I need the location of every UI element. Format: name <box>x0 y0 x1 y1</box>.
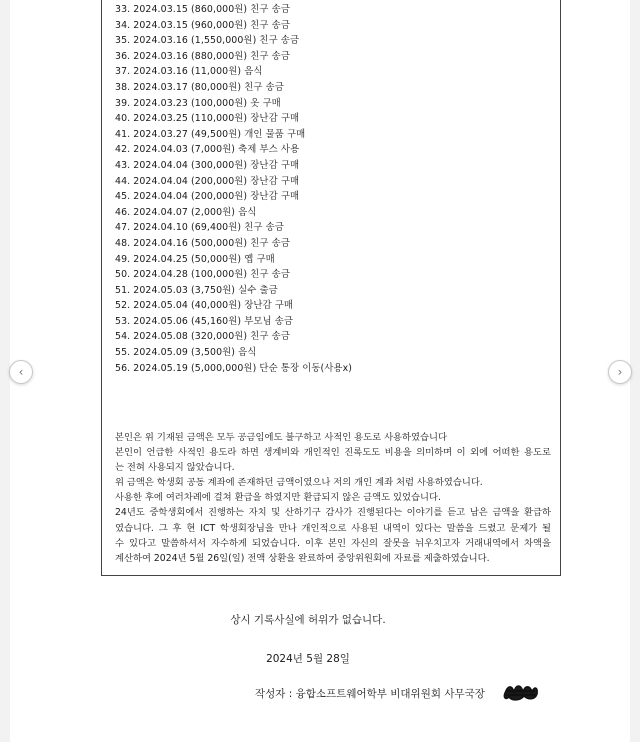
chevron-right-icon: › <box>617 365 623 379</box>
transaction-list <box>115 2 352 376</box>
list-item: 38. 2024.03.17 (80,000원) 친구 송금 <box>115 81 284 93</box>
next-page-button[interactable] <box>608 360 632 384</box>
list-item: 35. 2024.03.16 (1,550,000원) 친구 송금 <box>115 35 300 47</box>
list-item: 50. 2024.04.28 (100,000원) 친구 송금 <box>115 269 290 281</box>
list-item: 48. 2024.04.16 (500,000원) 친구 송금 <box>115 237 290 249</box>
list-item: 54. 2024.05.08 (320,000원) 친구 송금 <box>115 331 290 343</box>
list-item: 40. 2024.03.25 (110,000원) 장난감 구매 <box>115 113 300 125</box>
list-item: 49. 2024.04.25 (50,000원) 옙 구매 <box>115 253 275 265</box>
paragraph-line: 는 전혀 사용되지 않았습니다. <box>115 462 235 474</box>
list-item: 39. 2024.03.23 (100,000원) 옷 구매 <box>115 97 281 109</box>
list-item: 55. 2024.05.09 (3,500원) 음식 <box>115 347 257 359</box>
list-item: 33. 2024.03.15 (860,000원) 친구 송금 <box>115 4 290 15</box>
list-item: 34. 2024.03.15 (960,000원) 친구 송금 <box>115 19 290 31</box>
list-item: 44. 2024.04.04 (200,000원) 장난감 구매 <box>115 175 300 187</box>
list-item: 46. 2024.04.07 (2,000원) 음식 <box>115 206 257 218</box>
list-item: 36. 2024.03.16 (880,000원) 친구 송금 <box>115 50 290 62</box>
list-item: 56. 2024.05.19 (5,000,000원) 단순 통장 이동(사용x) <box>115 362 352 374</box>
previous-page-button[interactable] <box>9 360 33 384</box>
author-line: 작성자 : 융합소프트웨어학부 비대위원회 사무국장 <box>255 688 485 700</box>
list-item: 51. 2024.05.03 (3,750원) 실수 출금 <box>115 284 278 296</box>
paragraph-line: 계산하여 2024년 5월 26일(일) 전액 상환을 완료하여 중앙위원회에 자료를 제출하였습니다. <box>115 552 490 564</box>
list-item: 43. 2024.04.04 (300,000원) 장난감 구매 <box>115 159 300 171</box>
paragraph-line: 본인이 언급한 사적인 용도라 하면 생계비와 개인적인 진록도도 비용을 의미하며 이 외에 어떠한 용도로 <box>115 447 551 459</box>
confession-paragraph <box>115 430 551 566</box>
paragraph-line: 24년도 중학생회에서 진행하는 자치 및 산하기구 감사가 진행된다는 이야기를 듣고 남은 금액을 환급하 <box>115 507 551 519</box>
list-item: 47. 2024.04.10 (69,400원) 친구 송금 <box>115 222 284 234</box>
paragraph-line: 사용한 후에 여러차례에 걸쳐 환급을 하였지만 환급되지 않은 금액도 있었습니다. <box>115 492 441 504</box>
chevron-left-icon: ‹ <box>18 365 24 379</box>
list-item: 53. 2024.05.06 (45,160원) 부모님 송금 <box>115 315 294 327</box>
document-page <box>10 0 630 742</box>
paragraph-line: 위 금액은 학생회 공동 계좌에 존재하던 금액이였으나 저의 개인 계좌 처럼 사용하였습니다. <box>115 477 483 489</box>
list-item: 41. 2024.03.27 (49,500원) 개인 물품 구매 <box>115 128 306 140</box>
signing-date: 2024년 5월 28일 <box>266 653 350 665</box>
list-item: 45. 2024.04.04 (200,000원) 장난감 구매 <box>115 191 300 203</box>
list-item: 37. 2024.03.16 (11,000원) 음식 <box>115 66 263 78</box>
statement-box <box>101 0 561 576</box>
paragraph-line: 본인은 위 기재된 금액은 모두 공금임에도 불구하고 사적인 용도로 사용하였습니다 <box>115 432 447 443</box>
list-item: 52. 2024.05.04 (40,000원) 장난감 구매 <box>115 300 294 312</box>
paragraph-line: 수 있다고 말씀하셔서 자수하게 되었습니다. 이후 본인 자신의 잘못을 뉘우치고자 거래내역에서 차액을 <box>115 537 551 549</box>
list-item: 42. 2024.04.03 (7,000원) 축제 부스 사용 <box>115 144 300 156</box>
closing-statement: 상시 기록사실에 허위가 없습니다. <box>230 614 386 626</box>
paragraph-line: 였습니다. 그 후 현 ICT 학생회장님을 만나 개인적으로 사용된 내역이 있다는 말씀을 드렸고 문제가 될 <box>115 522 551 534</box>
redaction-scribble <box>502 681 540 703</box>
